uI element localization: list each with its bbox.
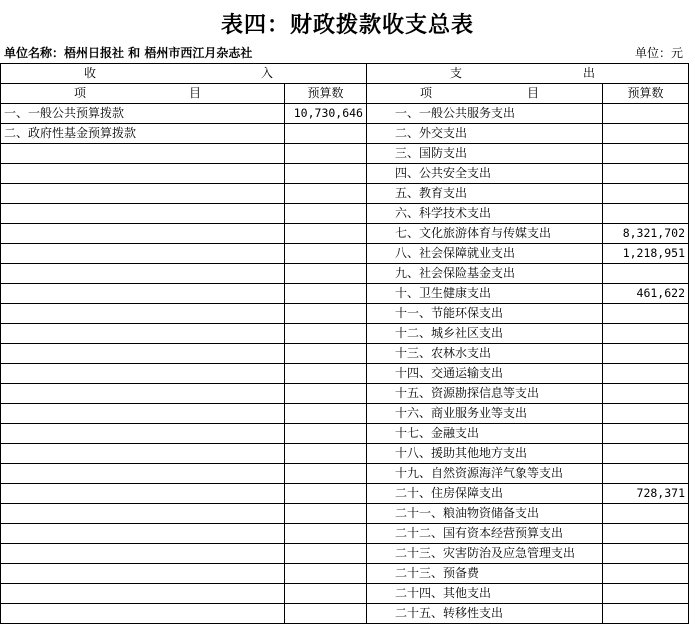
expense-item-cell: 四、公共安全支出 (367, 164, 603, 184)
expense-item-cell: 九、社会保险基金支出 (367, 264, 603, 284)
income-value-cell (285, 504, 367, 524)
expense-header-right: 出 (582, 66, 595, 80)
income-item-cell (1, 204, 285, 224)
expense-item-cell: 七、文化旅游体育与传媒支出 (367, 224, 603, 244)
income-item-header-left: 项 (74, 86, 87, 100)
expense-item-header-right: 目 (526, 86, 539, 100)
expense-value-cell (603, 384, 689, 404)
expense-item-cell: 三、国防支出 (367, 144, 603, 164)
expense-value-cell (603, 204, 689, 224)
income-item-cell (1, 384, 285, 404)
income-header-right: 入 (260, 66, 273, 80)
expense-item-cell: 十三、农林水支出 (367, 344, 603, 364)
income-value-cell (285, 144, 367, 164)
income-value-cell (285, 424, 367, 444)
expense-section-header (367, 64, 689, 84)
table-row (1, 184, 689, 204)
income-item-cell (1, 264, 285, 284)
income-value-cell (285, 484, 367, 504)
expense-item-cell: 二十、住房保障支出 (367, 484, 603, 504)
expense-item-cell: 二十五、转移性支出 (367, 604, 603, 624)
income-value-cell (285, 224, 367, 244)
income-value-cell (285, 204, 367, 224)
expense-item-cell: 十九、自然资源海洋气象等支出 (367, 464, 603, 484)
income-value-cell (285, 524, 367, 544)
income-item-cell: 二、政府性基金预算拨款 (1, 124, 285, 144)
income-value-cell (285, 444, 367, 464)
expense-value-cell (603, 424, 689, 444)
expense-value-cell (603, 464, 689, 484)
expense-item-cell: 十六、商业服务业等支出 (367, 404, 603, 424)
table-row (1, 224, 689, 244)
expense-value-cell (603, 344, 689, 364)
expense-value-cell (603, 144, 689, 164)
table-row (1, 164, 689, 184)
table-row (1, 584, 689, 604)
expense-value-cell (603, 504, 689, 524)
expense-value-cell (603, 164, 689, 184)
expense-value-cell (603, 444, 689, 464)
income-item-cell (1, 544, 285, 564)
income-value-cell (285, 604, 367, 624)
income-item-cell (1, 364, 285, 384)
table-row (1, 524, 689, 544)
income-value-cell (285, 564, 367, 584)
expense-value-cell (603, 184, 689, 204)
table-row (1, 384, 689, 404)
table-row (1, 264, 689, 284)
table-row (1, 444, 689, 464)
expense-item-cell: 二、外交支出 (367, 124, 603, 144)
income-item-cell (1, 304, 285, 324)
table-row (1, 424, 689, 444)
expense-item-cell: 十五、资源勘探信息等支出 (367, 384, 603, 404)
income-value-cell (285, 464, 367, 484)
income-value-cell (285, 404, 367, 424)
income-item-cell (1, 244, 285, 264)
income-item-cell (1, 344, 285, 364)
income-value-cell (285, 184, 367, 204)
income-item-cell (1, 184, 285, 204)
expense-value-cell (603, 544, 689, 564)
unit-name-label: 单位名称：梧州日报社 和 梧州市西江月杂志社 (4, 46, 253, 60)
income-value-cell (285, 544, 367, 564)
table-row (1, 504, 689, 524)
table-row (1, 244, 689, 264)
income-item-header-right: 目 (188, 86, 201, 100)
expense-value-cell: 8,321,702 (603, 224, 689, 244)
expense-item-cell: 二十三、灾害防治及应急管理支出 (367, 544, 603, 564)
income-item-cell (1, 224, 285, 244)
expense-item-cell: 十二、城乡社区支出 (367, 324, 603, 344)
expense-item-cell: 八、社会保障就业支出 (367, 244, 603, 264)
expense-value-cell (603, 564, 689, 584)
expense-item-cell: 二十二、国有资本经营预算支出 (367, 524, 603, 544)
income-item-cell (1, 284, 285, 304)
income-item-cell (1, 564, 285, 584)
income-section-header (1, 64, 367, 84)
income-value-cell (285, 344, 367, 364)
income-item-cell (1, 524, 285, 544)
section-header-row (1, 64, 689, 84)
expense-value-cell (603, 104, 689, 124)
table-row (1, 484, 689, 504)
income-value-cell (285, 324, 367, 344)
expense-value-cell (603, 124, 689, 144)
expense-item-cell: 十七、金融支出 (367, 424, 603, 444)
expense-value-cell (603, 304, 689, 324)
column-header-row (1, 84, 689, 104)
table-row (1, 364, 689, 384)
income-value-cell: 10,730,646 (285, 104, 367, 124)
income-value-cell (285, 124, 367, 144)
income-header-left: 收 (84, 66, 97, 80)
income-budget-header: 预算数 (285, 84, 367, 104)
expense-item-cell: 十一、节能环保支出 (367, 304, 603, 324)
table-row (1, 464, 689, 484)
income-item-cell: 一、一般公共预算拨款 (1, 104, 285, 124)
expense-value-cell: 728,371 (603, 484, 689, 504)
table-row (1, 204, 689, 224)
expense-item-header (367, 84, 603, 104)
income-value-cell (285, 384, 367, 404)
expense-value-cell (603, 524, 689, 544)
expense-value-cell: 1,218,951 (603, 244, 689, 264)
income-item-cell (1, 584, 285, 604)
expense-item-header-left: 项 (420, 86, 433, 100)
expense-item-cell: 二十一、粮油物资储备支出 (367, 504, 603, 524)
income-value-cell (285, 164, 367, 184)
income-value-cell (285, 264, 367, 284)
expense-item-cell: 十、卫生健康支出 (367, 284, 603, 304)
table-row (1, 404, 689, 424)
table-row (1, 104, 689, 124)
table-row (1, 344, 689, 364)
income-item-cell (1, 404, 285, 424)
expense-value-cell (603, 604, 689, 624)
income-item-cell (1, 164, 285, 184)
table-row (1, 284, 689, 304)
table-row (1, 604, 689, 624)
income-value-cell (285, 304, 367, 324)
currency-unit-label: 单位：元 (634, 46, 683, 60)
expense-item-cell: 五、教育支出 (367, 184, 603, 204)
income-item-cell (1, 504, 285, 524)
income-value-cell (285, 364, 367, 384)
income-item-header (1, 84, 285, 104)
expense-header-left: 支 (450, 66, 463, 80)
budget-table (0, 63, 689, 624)
expense-value-cell (603, 324, 689, 344)
income-item-cell (1, 424, 285, 444)
expense-item-cell: 十四、交通运输支出 (367, 364, 603, 384)
income-value-cell (285, 244, 367, 264)
income-item-cell (1, 324, 285, 344)
table-row (1, 324, 689, 344)
expense-item-cell: 一、一般公共服务支出 (367, 104, 603, 124)
table-row (1, 544, 689, 564)
table-row (1, 144, 689, 164)
table-row (1, 124, 689, 144)
income-item-cell (1, 604, 285, 624)
income-value-cell (285, 284, 367, 304)
page-title: 表四：财政拨款收支总表 (220, 12, 474, 38)
income-item-cell (1, 484, 285, 504)
expense-value-cell (603, 364, 689, 384)
expense-item-cell: 二十四、其他支出 (367, 584, 603, 604)
expense-item-cell: 六、科学技术支出 (367, 204, 603, 224)
income-value-cell (285, 584, 367, 604)
income-item-cell (1, 464, 285, 484)
expense-value-cell (603, 584, 689, 604)
expense-budget-header: 预算数 (603, 84, 689, 104)
expense-item-cell: 二十三、预备费 (367, 564, 603, 584)
table-row (1, 564, 689, 584)
expense-value-cell: 461,622 (603, 284, 689, 304)
expense-value-cell (603, 404, 689, 424)
income-item-cell (1, 444, 285, 464)
expense-value-cell (603, 264, 689, 284)
income-item-cell (1, 144, 285, 164)
expense-item-cell: 十八、援助其他地方支出 (367, 444, 603, 464)
table-row (1, 304, 689, 324)
